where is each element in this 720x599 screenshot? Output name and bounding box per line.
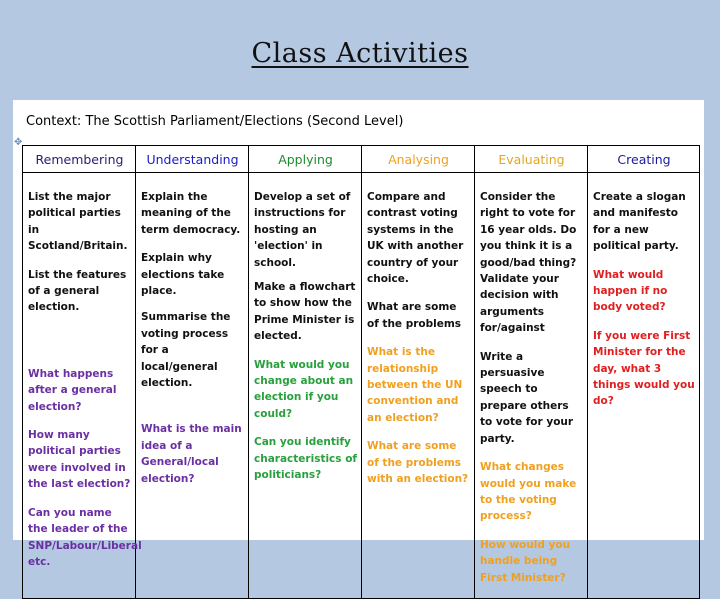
activity-item: Can you name the leader of the SNP/Labour/Liberal etc. [28, 506, 142, 568]
activity-item: Write a persuasive speech to prepare others to vote for your party. [480, 350, 574, 445]
activity-item: What are some of the problems with an election? [367, 440, 469, 486]
slide-title: Class Activities [251, 38, 469, 69]
column-understanding [136, 173, 249, 599]
activity-item: What are some of the problems [367, 301, 462, 330]
header-creating: Creating [588, 146, 700, 173]
column-remembering [23, 173, 142, 599]
header-evaluating: Evaluating [475, 146, 588, 173]
context-heading: Context: The Scottish Parliament/Elections (Second Level) [26, 114, 404, 129]
header-analysing: Analysing [362, 146, 475, 173]
activity-item: Create a slogan and manifesto for a new political party. [593, 191, 686, 253]
activity-item: If you were First Minister for the day, what 3 things would you do? [593, 329, 695, 408]
activity-item: What is the relationship between the UN convention and an election? [367, 346, 463, 424]
activity-item: Summarise the voting process for a local/general election. [141, 311, 231, 390]
activity-item: Can you identify characteristics of politicians? [254, 436, 357, 482]
table-anchor-icon: ✥ [14, 137, 23, 148]
activity-sheet [13, 100, 704, 584]
header-remembering: Remembering [23, 146, 136, 173]
activity-item: How many political parties were involved in the last election? [28, 429, 131, 491]
activity-item: Make a flowchart to show how the Prime Minister is elected. [254, 281, 356, 343]
header-understanding: Understanding [136, 146, 249, 173]
activity-item: List the features of a general election. [28, 268, 127, 314]
activity-item: What changes would you make to the voting process? [480, 461, 577, 523]
activity-item: Compare and contrast voting systems in the UK with another country of your choice. [367, 191, 464, 286]
column-evaluating [475, 173, 588, 599]
column-creating [588, 173, 700, 599]
activity-item: List the major political parties in Scotland/Britain. [28, 191, 128, 253]
activity-item: What would you change about an election if you could? [254, 358, 354, 420]
activity-item: Explain the meaning of the term democracy. [141, 191, 241, 236]
activity-item: Explain why elections take place. [141, 252, 225, 298]
activity-item: What would happen if no body voted? [593, 268, 668, 314]
activity-item: What is the main idea of a General/local election? [141, 423, 242, 485]
header-applying: Applying [249, 146, 362, 173]
activity-item: Consider the right to vote for 16 year olds. Do you think it is a good/bad thing? Validate your decision with arguments for/against [480, 191, 577, 335]
activity-item: What happens after a general election? [28, 367, 117, 413]
activity-item: How would you handle being First Minister? [480, 538, 571, 584]
blooms-activity-table [22, 145, 700, 599]
activity-item: Develop a set of instructions for hosting an 'election' in school. [254, 191, 351, 269]
column-applying [249, 173, 362, 599]
column-analysing [362, 173, 475, 599]
